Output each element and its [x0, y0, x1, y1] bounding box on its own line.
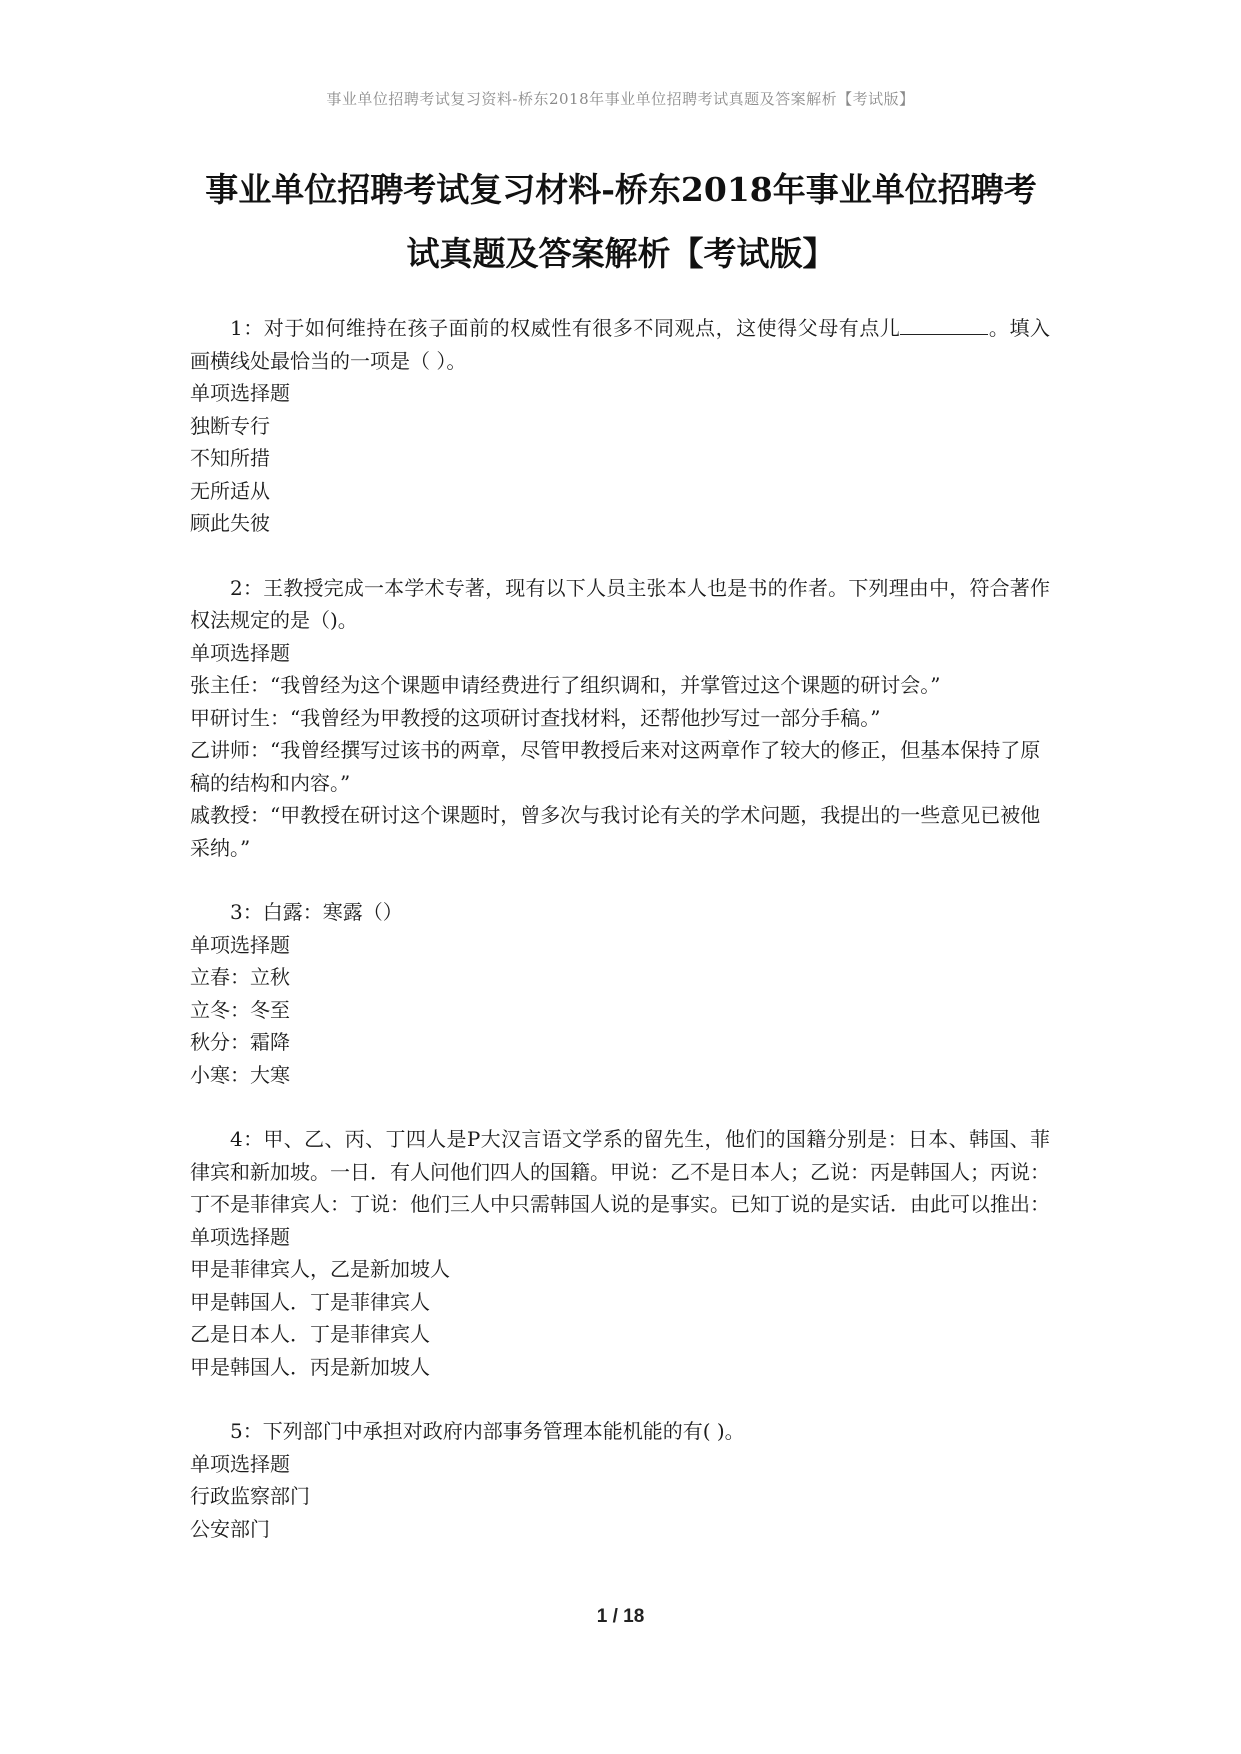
option: 公安部门: [190, 1516, 270, 1541]
title-line-2: 试真题及答案解析【考试版】: [406, 234, 836, 273]
title-line-1: 事业单位招聘考试复习材料-桥东2018年事业单位招聘考: [205, 170, 1037, 209]
question-type: 单项选择题: [190, 1224, 290, 1249]
question-type: 单项选择题: [190, 1451, 290, 1476]
option: 小寒：大寒: [190, 1062, 290, 1087]
option: 甲是韩国人．丁是菲律宾人: [190, 1289, 430, 1314]
question-stem: 2：王教授完成一本学术专著，现有以下人员主张本人也是书的作者。下列理由中，符合著作权法规定的是（)。: [190, 575, 1050, 632]
option: 立冬：冬至: [190, 997, 290, 1022]
question-stem: 3：白露：寒露（）: [230, 900, 403, 924]
question-3: [190, 896, 1050, 1091]
question-2: [190, 572, 1050, 865]
question-list: [190, 312, 1050, 1577]
option: 乙是日本人．丁是菲律宾人: [190, 1322, 430, 1346]
option: 戚教授：“甲教授在研讨这个课题时，曾多次与我讨论有关的学术问题，我提出的一些意见已被他采纳。”: [190, 803, 1041, 860]
stem-after-blank: 。填入画横线处最恰当的一项是（ ）。: [190, 316, 1050, 373]
question-type: 单项选择题: [190, 640, 290, 665]
question-type: 单项选择题: [190, 381, 290, 405]
running-header: 事业单位招聘考试复习资料-桥东2018年事业单位招聘考试真题及答案解析【考试版】: [326, 90, 915, 108]
question-4: [190, 1123, 1050, 1383]
question-type: 单项选择题: [190, 932, 290, 957]
question-stem: 4：甲、乙、丙、丁四人是P大汉言语文学系的留先生，他们的国籍分别是：日本、韩国、菲律宾和新加坡。一日．有人问他们四人的国籍。甲说：乙不是日本人；乙说：丙是韩国人；丙说：丁不是菲律宾人：丁说：他们三人中只需韩国人说的是事实。已知丁说的是实话．由此可以推出：: [190, 1127, 1050, 1216]
option: 甲是韩国人．丙是新加坡人: [190, 1354, 430, 1379]
option: 立春：立秋: [190, 965, 290, 989]
page-number: 1 / 18: [596, 1606, 645, 1627]
question-5: [190, 1415, 1050, 1545]
stem-before-blank: 1：对于如何维持在孩子面前的权威性有很多不同观点，这使得父母有点儿: [230, 316, 901, 340]
question-1: [190, 312, 1050, 540]
fill-in-blank: [900, 316, 988, 335]
option: 顾此失彼: [190, 511, 270, 535]
option: 乙讲师：“我曾经撰写过该书的两章，尽管甲教授后来对这两章作了较大的修正，但基本保持了原稿的结构和内容。”: [190, 738, 1041, 795]
option: 无所适从: [190, 478, 270, 503]
option: 不知所措: [190, 446, 270, 470]
option: 秋分：霜降: [190, 1030, 290, 1054]
document-title: [190, 158, 1052, 286]
option: 张主任：“我曾经为这个课题申请经费进行了组织调和，并掌管过这个课题的研讨会。”: [190, 673, 941, 697]
option: 独断专行: [190, 413, 270, 438]
question-stem: 5：下列部门中承担对政府内部事务管理本能机能的有( )。: [230, 1419, 745, 1443]
option: 甲研讨生：“我曾经为甲教授的这项研讨查找材料，还帮他抄写过一部分手稿。”: [190, 705, 881, 730]
option: 行政监察部门: [190, 1484, 310, 1508]
option: 甲是菲律宾人，乙是新加坡人: [190, 1257, 450, 1281]
question-stem: [190, 312, 1050, 377]
